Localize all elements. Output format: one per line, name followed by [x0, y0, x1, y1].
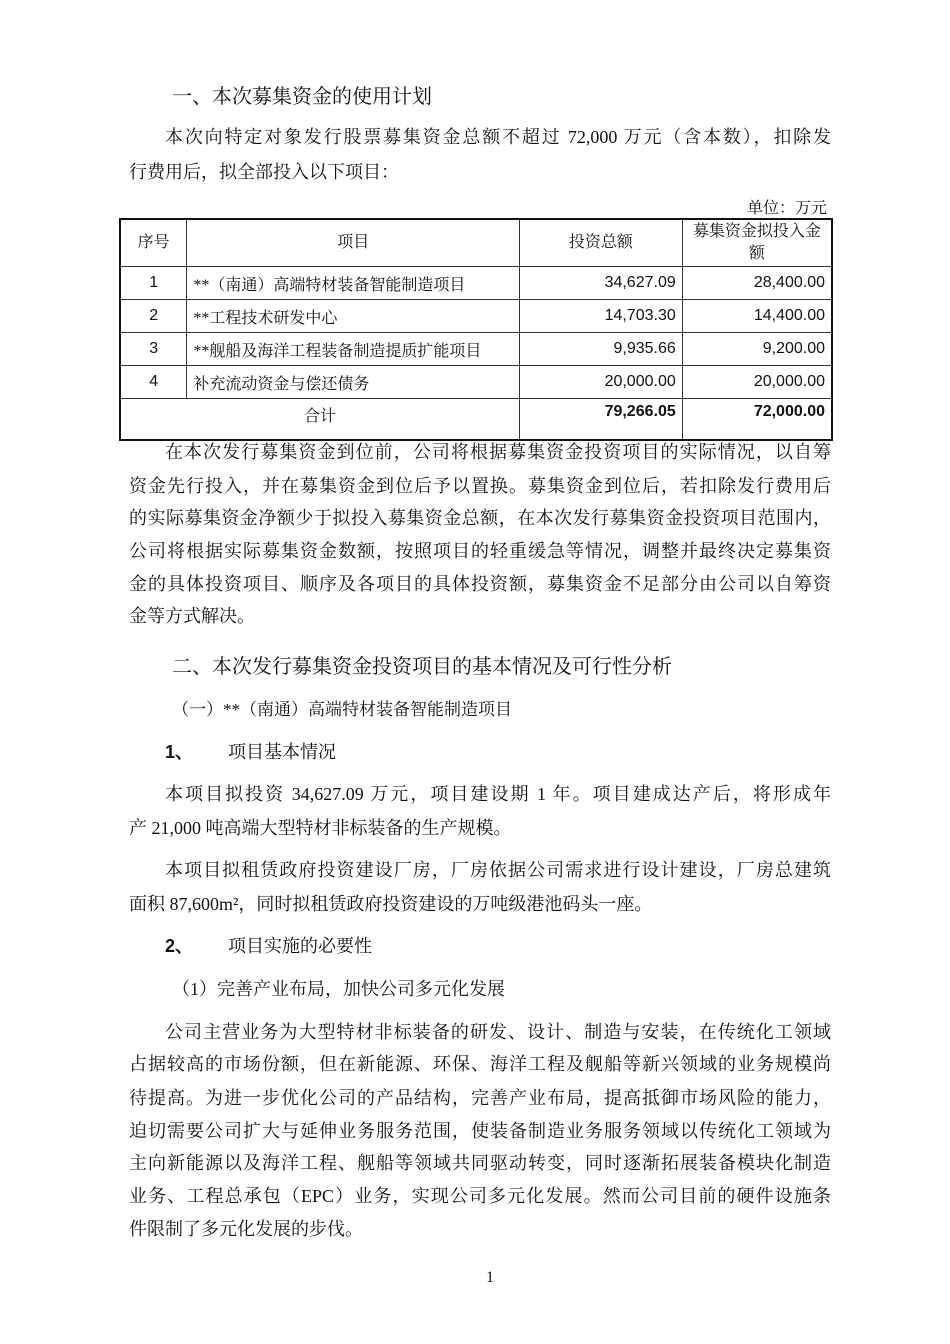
cell-seq: 2	[120, 300, 187, 333]
paragraph-line: 面积 87,600m²，同时拟租赁政府投资建设的万吨级港池码头一座。	[129, 894, 653, 914]
paragraph-line: 件限制了多元化发展的步伐。	[129, 1219, 363, 1239]
page-number: 1	[486, 1269, 494, 1286]
cell-project: 补充流动资金与偿还债务	[187, 366, 520, 399]
fund-use-table	[119, 218, 833, 441]
header-total: 投资总额	[520, 219, 683, 267]
table-row	[120, 267, 832, 300]
item-2-number: 2、	[165, 936, 194, 956]
cell-seq: 1	[120, 267, 187, 300]
total-raised: 72,000.00	[682, 399, 832, 440]
subheading-2: （1）完善产业布局，加快公司多元化发展	[172, 979, 505, 999]
paragraph-line: 待提高。为进一步优化公司的产品结构，完善产业布局，提高抵御市场风险的能力，	[129, 1088, 831, 1108]
cell-raised: 20,000.00	[682, 366, 832, 399]
paragraph-line: 公司将根据实际募集资金数额，按照项目的轻重缓急等情况，调整并最终决定募集资	[129, 541, 831, 561]
paragraph-line: 公司主营业务为大型特材非标装备的研发、设计、制造与安装，在传统化工领域	[165, 1022, 831, 1042]
cell-raised: 28,400.00	[682, 267, 832, 300]
intro-line: 行费用后，拟全部投入以下项目：	[129, 162, 399, 182]
intro-line: 本次向特定对象发行股票募集资金总额不超过 72,000 万元（含本数），扣除发	[165, 127, 831, 147]
unit-label: 单位：万元	[746, 200, 827, 217]
paragraph-line: 金的具体投资项目、顺序及各项目的具体投资额，募集资金不足部分由公司以自筹资	[129, 574, 831, 594]
cell-seq: 3	[120, 333, 187, 366]
paragraph-line: 迫切需要公司扩大与延伸业务服务范围，使装备制造业务服务领域以传统化工领域为	[129, 1121, 831, 1141]
cell-raised: 9,200.00	[682, 333, 832, 366]
cell-total: 14,703.30	[520, 300, 683, 333]
paragraph-line: 占据较高的市场份额，但在新能源、环保、海洋工程及舰船等新兴领域的业务规模尚	[129, 1054, 831, 1074]
total-label: 合计	[120, 399, 520, 440]
cell-total: 34,627.09	[520, 267, 683, 300]
paragraph-line: 本项目拟租赁政府投资建设厂房，厂房依据公司需求进行设计建设，厂房总建筑	[165, 860, 831, 880]
cell-project: **（南通）高端特材装备智能制造项目	[187, 267, 520, 300]
cell-seq: 4	[120, 366, 187, 399]
paragraph-line: 资金先行投入，并在募集资金到位后予以置换。募集资金到位后，若扣除发行费用后	[129, 476, 831, 496]
cell-total: 20,000.00	[520, 366, 683, 399]
header-project: 项目	[187, 219, 520, 267]
heading-2: 二、本次发行募集资金投资项目的基本情况及可行性分析	[172, 656, 672, 678]
header-seq: 序号	[120, 219, 187, 267]
paragraph-line: 本项目拟投资 34,627.09 万元，项目建设期 1 年。项目建成达产后，将形成年	[165, 784, 831, 804]
header-raised: 募集资金拟投入金额	[682, 219, 832, 267]
cell-total: 9,935.66	[520, 333, 683, 366]
subheading-1: （一）**（南通）高端特材装备智能制造项目	[172, 700, 512, 719]
table-row	[120, 366, 832, 399]
total-investment: 79,266.05	[520, 399, 683, 440]
cell-raised: 14,400.00	[682, 300, 832, 333]
table-header-row	[120, 219, 832, 267]
table-row	[120, 333, 832, 366]
item-1-number: 1、	[165, 742, 194, 762]
table-total-row	[120, 399, 832, 440]
heading-1: 一、本次募集资金的使用计划	[172, 86, 432, 108]
item-2-title: 项目实施的必要性	[228, 936, 372, 956]
paragraph-line: 产 21,000 吨高端大型特材非标装备的生产规模。	[129, 818, 512, 838]
paragraph-line: 金等方式解决。	[129, 606, 255, 626]
paragraph-line: 主向新能源以及海洋工程、舰船等领域共同驱动转变，同时逐渐拓展装备模块化制造	[129, 1153, 831, 1173]
paragraph-line: 的实际募集资金净额少于拟投入募集资金总额，在本次发行募集资金投资项目范围内，	[129, 508, 831, 528]
paragraph-line: 业务、工程总承包（EPC）业务，实现公司多元化发展。然而公司目前的硬件设施条	[129, 1186, 831, 1206]
table-row	[120, 300, 832, 333]
cell-project: **舰船及海洋工程装备制造提质扩能项目	[187, 333, 520, 366]
cell-project: **工程技术研发中心	[187, 300, 520, 333]
paragraph-line: 在本次发行募集资金到位前，公司将根据募集资金投资项目的实际情况，以自筹	[165, 442, 831, 462]
item-1-title: 项目基本情况	[228, 742, 336, 762]
